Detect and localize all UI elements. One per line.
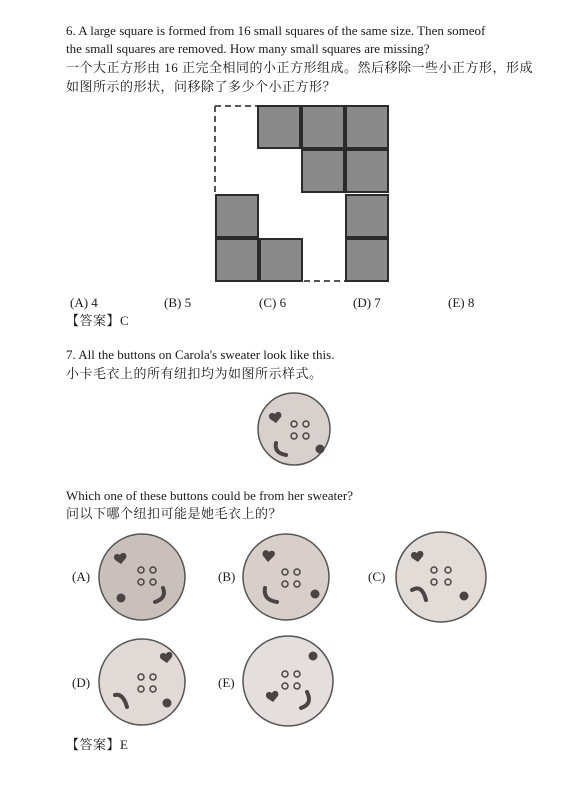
tile-r4-c4	[346, 239, 388, 281]
q7-chinese-line1: 小卡毛衣上的所有纽扣均为如图所示样式。	[66, 366, 323, 381]
tile-r4-c1	[216, 239, 258, 281]
q6-figure	[210, 103, 394, 287]
q6-answer: 【答案】C	[66, 313, 130, 328]
q7-label-b[interactable]: (B)	[218, 569, 236, 584]
dot-icon	[311, 590, 320, 599]
q6-chinese-line1: 一个大正方形由 16 正完全相同的小正方形组成。然后移除一些小正方形，形成	[66, 60, 534, 75]
q6-option-c[interactable]: (C) 6	[259, 295, 287, 310]
tile-r1-c2	[258, 106, 300, 148]
option-button-a[interactable]	[97, 532, 187, 622]
q7-answer: 【答案】E	[66, 737, 129, 752]
tile-r3-c1	[216, 195, 258, 237]
q7-text-line1: 7. All the buttons on Carola's sweater look like this.	[66, 347, 335, 362]
q7-label-d[interactable]: (D)	[72, 675, 91, 690]
tile-r1-c3	[302, 106, 344, 148]
tile-r3-c4	[346, 195, 388, 237]
q6-option-a[interactable]: (A) 4	[70, 295, 98, 310]
dot-icon	[316, 445, 325, 454]
q6-option-b[interactable]: (B) 5	[164, 295, 192, 310]
tile-r2-c3	[302, 150, 344, 192]
tile-r4-c2	[260, 239, 302, 281]
option-button-d[interactable]	[97, 637, 187, 727]
dot-icon	[460, 592, 469, 601]
q6-option-e[interactable]: (E) 8	[448, 295, 475, 310]
tile-r1-c4	[346, 106, 388, 148]
q7-label-c[interactable]: (C)	[368, 569, 386, 584]
dot-icon	[309, 652, 318, 661]
q6-option-d[interactable]: (D) 7	[353, 295, 381, 310]
option-button-b[interactable]	[241, 532, 331, 622]
q6-text-line1: 6. A large square is formed from 16 small squares of the same size. Then someof	[66, 23, 486, 38]
dot-icon	[117, 594, 126, 603]
q7-label-a[interactable]: (A)	[72, 569, 91, 584]
tile-r2-c4	[346, 150, 388, 192]
q7-question: Which one of these buttons could be from her sweater?	[66, 488, 353, 503]
option-button-c[interactable]	[394, 530, 488, 624]
reference-button	[256, 391, 332, 467]
q6-text-line2: the small squares are removed. How many small squares are missing?	[66, 41, 430, 56]
option-button-e[interactable]	[241, 634, 335, 728]
q7-label-e[interactable]: (E)	[218, 675, 235, 690]
q7-chinese-line2: 问以下哪个纽扣可能是她毛衣上的？	[66, 506, 283, 521]
dot-icon	[163, 699, 172, 708]
q6-chinese-line2: 如图所示的形状，问移除了多少个小正方形？	[66, 79, 337, 94]
